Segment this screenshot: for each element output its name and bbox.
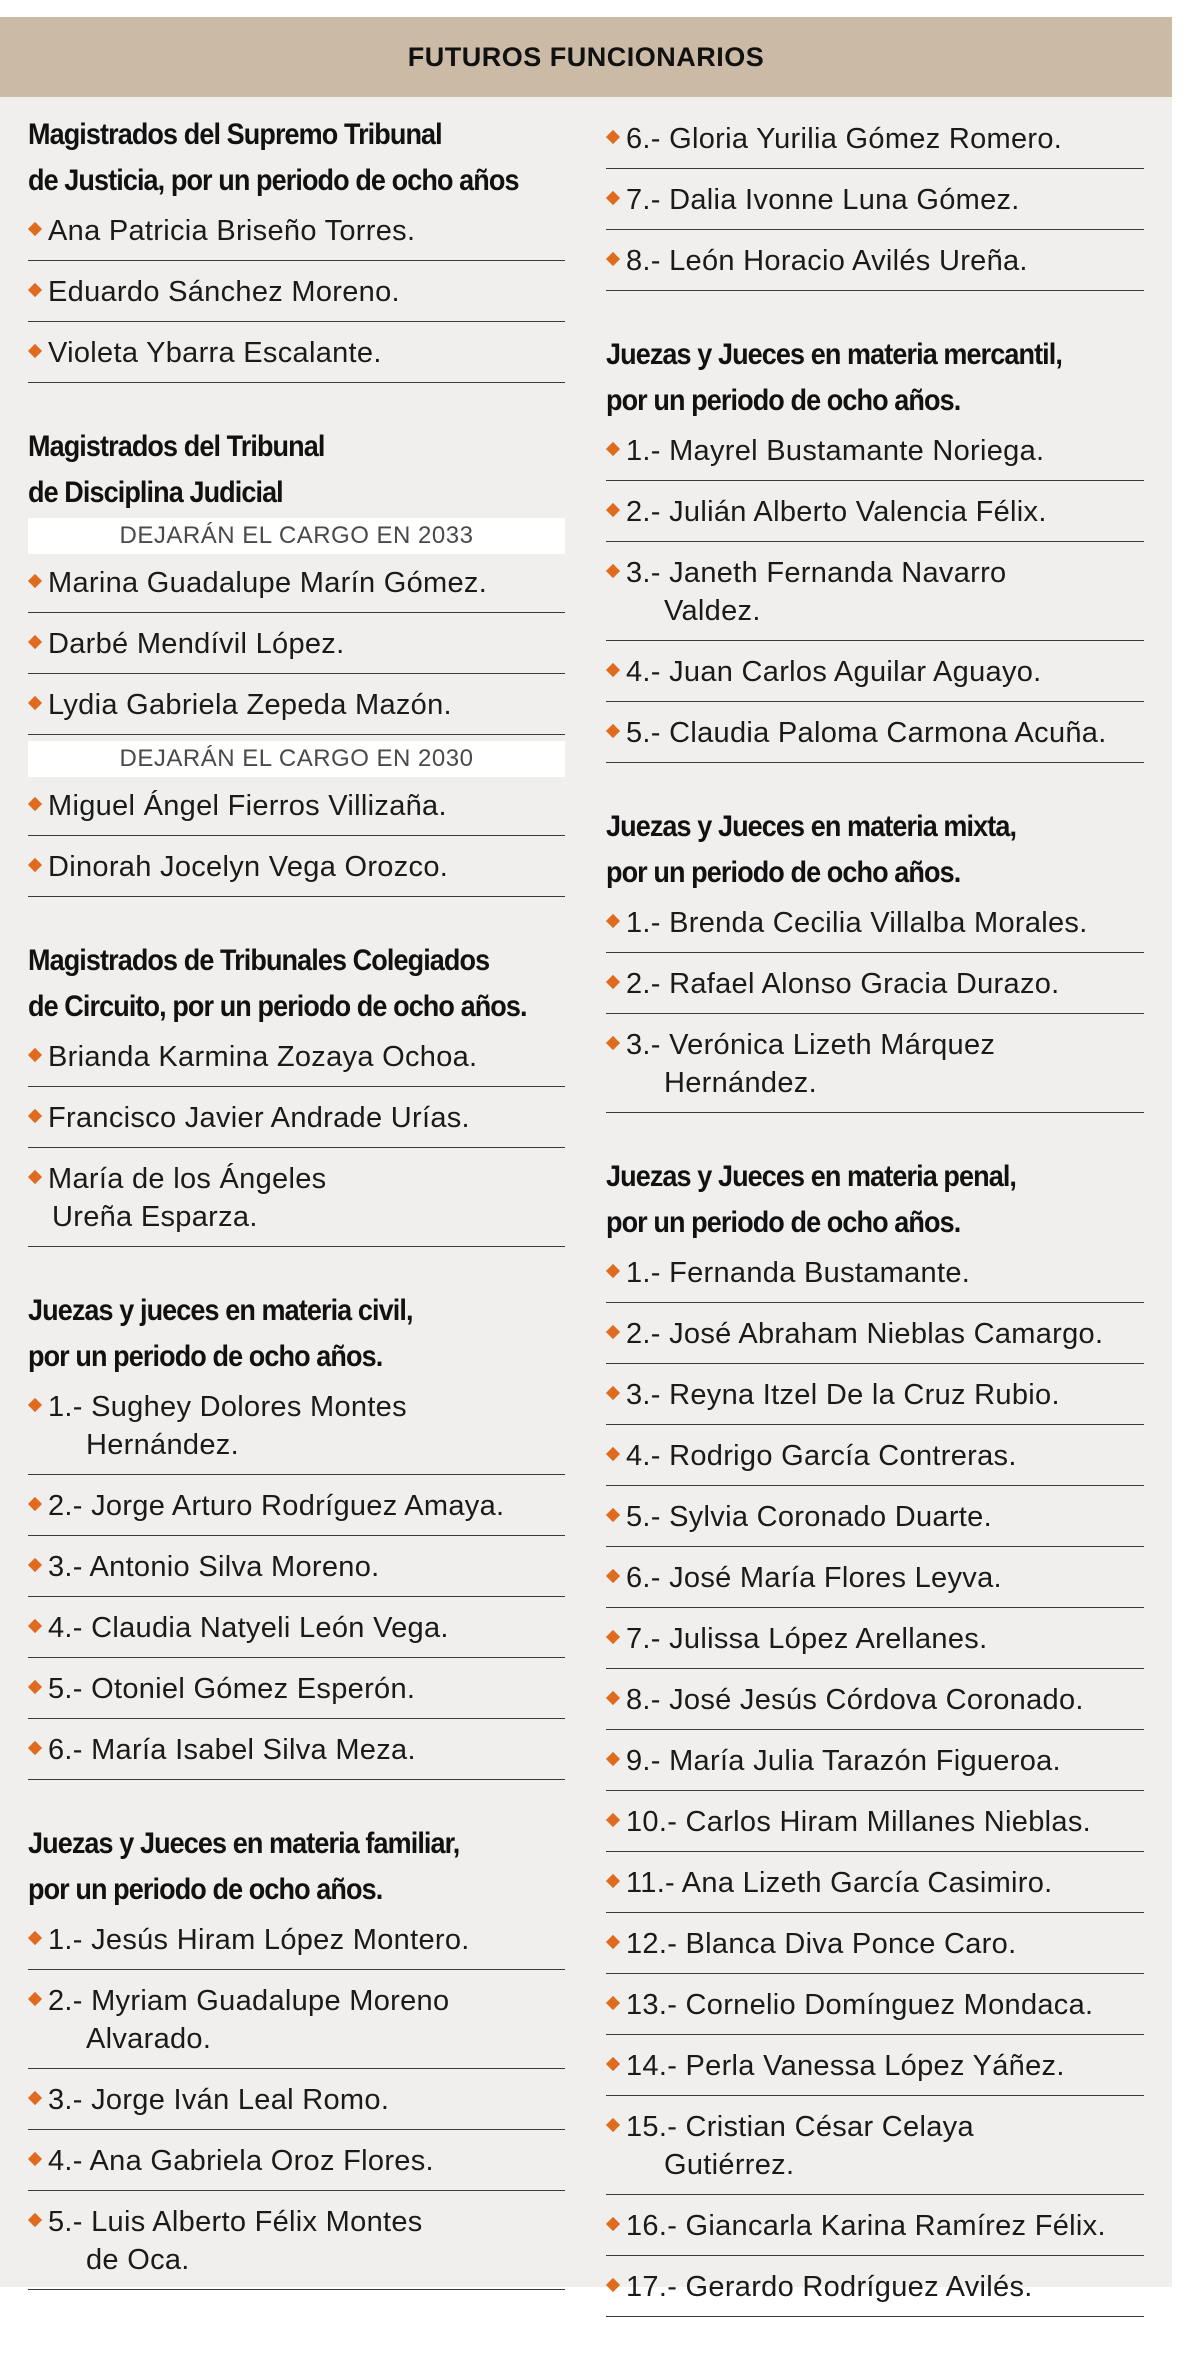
list-item-text-line: Valdez. [664,595,761,627]
list-item [606,236,1144,291]
list-item-text [626,554,1144,630]
list-item [28,842,565,897]
list-item-text: 16.- Giancarla Karina Ramírez Félix. [626,2210,1106,2242]
diamond-bullet-icon [28,1741,42,1755]
section-title [606,1156,1144,1244]
diamond-bullet-icon [606,130,620,144]
list-item [28,2197,565,2290]
list-item [28,781,565,836]
list-item [28,1976,565,2069]
list-item-text: Lydia Gabriela Zepeda Mazón. [48,689,452,721]
list-item-text [48,1982,565,2058]
diamond-bullet-icon [28,2213,42,2227]
diamond-bullet-icon [606,1813,620,1827]
section-title [28,1290,565,1378]
list-item-text: 13.- Cornelio Domínguez Mondaca. [626,1989,1094,2021]
list-item [606,1919,1144,1974]
list-item-text-line: María de los Ángeles [48,1163,327,1195]
diamond-bullet-icon [606,1935,620,1949]
diamond-bullet-icon [28,1048,42,1062]
list-item-text: 5.- Otoniel Gómez Esperón. [48,1673,416,1705]
list-item-text: 7.- Julissa López Arellanes. [626,1623,988,1655]
list-item-text [626,1026,1144,1102]
diamond-bullet-icon [606,663,620,677]
list-item [28,1725,565,1780]
list-item [28,619,565,674]
section-title-line: Magistrados de Tribunales Colegiados [28,944,490,977]
list-item-text-line: 1.- Sughey Dolores Montes [48,1391,407,1423]
diamond-bullet-icon [28,1109,42,1123]
list-item [28,1481,565,1536]
list-item [28,1032,565,1087]
diamond-bullet-icon [606,2057,620,2071]
section-title-line: de Circuito, por un periodo de ocho años. [28,990,527,1023]
list-item [28,328,565,383]
infographic-panel [0,17,1172,2303]
list-item [606,2041,1144,2096]
diamond-bullet-icon [606,191,620,205]
diamond-bullet-icon [28,696,42,710]
section-title-line: Magistrados del Supremo Tribunal [28,118,442,151]
list-item-text: 14.- Perla Vanessa López Yáñez. [626,2050,1065,2082]
diamond-bullet-icon [28,797,42,811]
list-item [28,680,565,735]
list-item-text: 6.- María Isabel Silva Meza. [48,1734,416,1766]
list-item [606,2201,1144,2256]
list-item-text-line: Hernández. [86,1429,239,1461]
list-item [606,1020,1144,1113]
list-item-text-line: 5.- Luis Alberto Félix Montes [48,2206,423,2238]
section-title-line: Juezas y Jueces en materia mixta, [606,810,1017,843]
list-item [606,487,1144,542]
section-title [606,334,1144,422]
diamond-bullet-icon [606,1386,620,1400]
list-item-text: Miguel Ángel Fierros Villizaña. [48,790,447,822]
list-item [606,898,1144,953]
diamond-bullet-icon [28,858,42,872]
section-title [28,1823,565,1911]
list-section [606,1156,1144,2317]
section-title-line: por un periodo de ocho años. [606,1206,961,1239]
diamond-bullet-icon [28,2091,42,2105]
diamond-bullet-icon [28,222,42,236]
list-item [606,1797,1144,1852]
list-item-text: 3.- Antonio Silva Moreno. [48,1551,380,1583]
list-item-text: Francisco Javier Andrade Urías. [48,1102,470,1134]
section-title-line: Juezas y Jueces en materia penal, [606,1160,1017,1193]
diamond-bullet-icon [606,724,620,738]
diamond-bullet-icon [28,574,42,588]
diamond-bullet-icon [28,283,42,297]
list-item-text: 2.- José Abraham Nieblas Camargo. [626,1318,1104,1350]
list-item [28,206,565,261]
list-section [28,1823,565,2290]
list-section [28,940,565,1247]
list-item-text: 6.- José María Flores Leyva. [626,1562,1002,1594]
diamond-bullet-icon [28,1931,42,1945]
list-item [606,959,1144,1014]
diamond-bullet-icon [606,1996,620,2010]
list-item-text: 11.- Ana Lizeth García Casimiro. [626,1867,1053,1899]
list-item-text: Ana Patricia Briseño Torres. [48,215,416,247]
section-title-line: Magistrados del Tribunal [28,430,325,463]
list-item-text: 8.- León Horacio Avilés Ureña. [626,245,1028,277]
list-item-text-line: 15.- Cristian César Celaya [626,2111,974,2143]
section-title-line: por un periodo de ocho años. [28,1873,383,1906]
list-item [28,1915,565,1970]
list-item-text: 9.- María Julia Tarazón Figueroa. [626,1745,1061,1777]
list-item-text: 4.- Rodrigo García Contreras. [626,1440,1017,1472]
diamond-bullet-icon [606,1569,620,1583]
diamond-bullet-icon [28,1680,42,1694]
list-item [606,1858,1144,1913]
list-section [28,1290,565,1780]
list-item [606,647,1144,702]
header-bar [0,17,1172,97]
list-item-text: 17.- Gerardo Rodríguez Avilés. [626,2271,1033,2303]
list-item-text [48,2203,565,2279]
diamond-bullet-icon [606,1630,620,1644]
diamond-bullet-icon [606,442,620,456]
list-item-text: 1.- Fernanda Bustamante. [626,1257,971,1289]
diamond-bullet-icon [606,1447,620,1461]
term-sublabel: DEJARÁN EL CARGO EN 2033 [28,518,565,554]
list-item [606,1248,1144,1303]
section-title [28,114,565,202]
diamond-bullet-icon [28,635,42,649]
list-item-text: 3.- Jorge Iván Leal Romo. [48,2084,390,2116]
list-item [28,1603,565,1658]
list-item-text-line: 2.- Myriam Guadalupe Moreno [48,1985,450,2017]
list-item [28,267,565,322]
list-item-text: 4.- Claudia Natyeli León Vega. [48,1612,449,1644]
diamond-bullet-icon [28,1558,42,1572]
diamond-bullet-icon [606,914,620,928]
section-title [28,426,565,514]
diamond-bullet-icon [606,1508,620,1522]
list-item [28,2136,565,2191]
list-item [606,1431,1144,1486]
list-item-text: 10.- Carlos Hiram Millanes Nieblas. [626,1806,1091,1838]
diamond-bullet-icon [28,1170,42,1184]
list-item-text: 2.- Julián Alberto Valencia Félix. [626,496,1047,528]
diamond-bullet-icon [28,1398,42,1412]
list-item [28,1154,565,1247]
diamond-bullet-icon [606,2118,620,2132]
diamond-bullet-icon [606,1752,620,1766]
list-item-text: 1.- Mayrel Bustamante Noriega. [626,435,1045,467]
list-item [28,558,565,613]
list-item [606,708,1144,763]
list-item [606,1492,1144,1547]
diamond-bullet-icon [606,1264,620,1278]
list-item [606,426,1144,481]
list-item [28,2075,565,2130]
list-item-text-line: Gutiérrez. [664,2149,795,2181]
list-item-text: Brianda Karmina Zozaya Ochoa. [48,1041,478,1073]
list-item-text [48,1160,565,1236]
section-title [28,940,565,1028]
section-title [606,806,1144,894]
list-item [606,2262,1144,2317]
list-item-text-line: Ureña Esparza. [52,1201,258,1233]
list-item [606,1553,1144,1608]
list-item-text: 7.- Dalia Ivonne Luna Gómez. [626,184,1020,216]
diamond-bullet-icon [606,2278,620,2292]
diamond-bullet-icon [606,503,620,517]
section-title-line: por un periodo de ocho años. [606,384,961,417]
list-item-text-line: 3.- Verónica Lizeth Márquez [626,1029,996,1061]
list-item-text-line: Hernández. [664,1067,817,1099]
list-item [28,1382,565,1475]
diamond-bullet-icon [28,1992,42,2006]
diamond-bullet-icon [606,1036,620,1050]
list-item-text: 1.- Brenda Cecilia Villalba Morales. [626,907,1088,939]
list-item-text: 4.- Ana Gabriela Oroz Flores. [48,2145,434,2177]
list-item-text: 5.- Sylvia Coronado Duarte. [626,1501,992,1533]
diamond-bullet-icon [28,1497,42,1511]
diamond-bullet-icon [606,2217,620,2231]
list-item [606,1675,1144,1730]
list-section [606,806,1144,1113]
diamond-bullet-icon [606,975,620,989]
list-item-text: 5.- Claudia Paloma Carmona Acuña. [626,717,1107,749]
section-title-line: de Disciplina Judicial [28,476,283,509]
list-item-text: Darbé Mendívil López. [48,628,345,660]
section-title-line: Juezas y Jueces en materia mercantil, [606,338,1062,371]
term-sublabel: DEJARÁN EL CARGO EN 2030 [28,741,565,777]
diamond-bullet-icon [606,564,620,578]
list-item [28,1664,565,1719]
list-item-text [626,2108,1144,2184]
list-item-text: Marina Guadalupe Marín Gómez. [48,567,488,599]
list-item [606,175,1144,230]
list-item-text: Violeta Ybarra Escalante. [48,337,382,369]
list-item [606,1370,1144,1425]
list-item [28,1542,565,1597]
list-item-text: Dinorah Jocelyn Vega Orozco. [48,851,449,883]
section-title-line: Juezas y Jueces en materia familiar, [28,1827,460,1860]
list-item-text: 8.- José Jesús Córdova Coronado. [626,1684,1084,1716]
list-item [606,1736,1144,1791]
list-item-text: 2.- Jorge Arturo Rodríguez Amaya. [48,1490,505,1522]
diamond-bullet-icon [28,2152,42,2166]
list-item-text-line: 3.- Janeth Fernanda Navarro [626,557,1007,589]
list-item-text-line: de Oca. [86,2244,190,2276]
list-item [606,1309,1144,1364]
diamond-bullet-icon [606,1325,620,1339]
diamond-bullet-icon [28,1619,42,1633]
list-item [606,1980,1144,2035]
list-item-text: 2.- Rafael Alonso Gracia Durazo. [626,968,1060,1000]
list-item [606,2102,1144,2195]
page-title: FUTUROS FUNCIONARIOS [407,41,765,72]
list-section [28,114,565,383]
section-title-line: por un periodo de ocho años. [606,856,961,889]
list-item-text: 12.- Blanca Diva Ponce Caro. [626,1928,1017,1960]
list-item-text: 6.- Gloria Yurilia Gómez Romero. [626,123,1063,155]
list-section [606,334,1144,763]
left-column [28,114,565,2333]
section-title-line: por un periodo de ocho años. [28,1340,383,1373]
list-item [606,548,1144,641]
list-item-text: 3.- Reyna Itzel De la Cruz Rubio. [626,1379,1060,1411]
diamond-bullet-icon [28,344,42,358]
list-item-text-line: Alvarado. [86,2023,212,2055]
list-item [606,114,1144,169]
list-item-text: 1.- Jesús Hiram López Montero. [48,1924,470,1956]
diamond-bullet-icon [606,252,620,266]
diamond-bullet-icon [606,1691,620,1705]
list-item-text: Eduardo Sánchez Moreno. [48,276,400,308]
list-item [606,1614,1144,1669]
diamond-bullet-icon [606,1874,620,1888]
list-item [28,1093,565,1148]
list-section [28,426,565,897]
list-item-text: 4.- Juan Carlos Aguilar Aguayo. [626,656,1042,688]
list-item-text [48,1388,565,1464]
section-title-line: Juezas y jueces en materia civil, [28,1294,413,1327]
section-title-line: de Justicia, por un periodo de ocho años [28,164,519,197]
right-column [606,114,1144,2360]
list-section [606,114,1144,291]
